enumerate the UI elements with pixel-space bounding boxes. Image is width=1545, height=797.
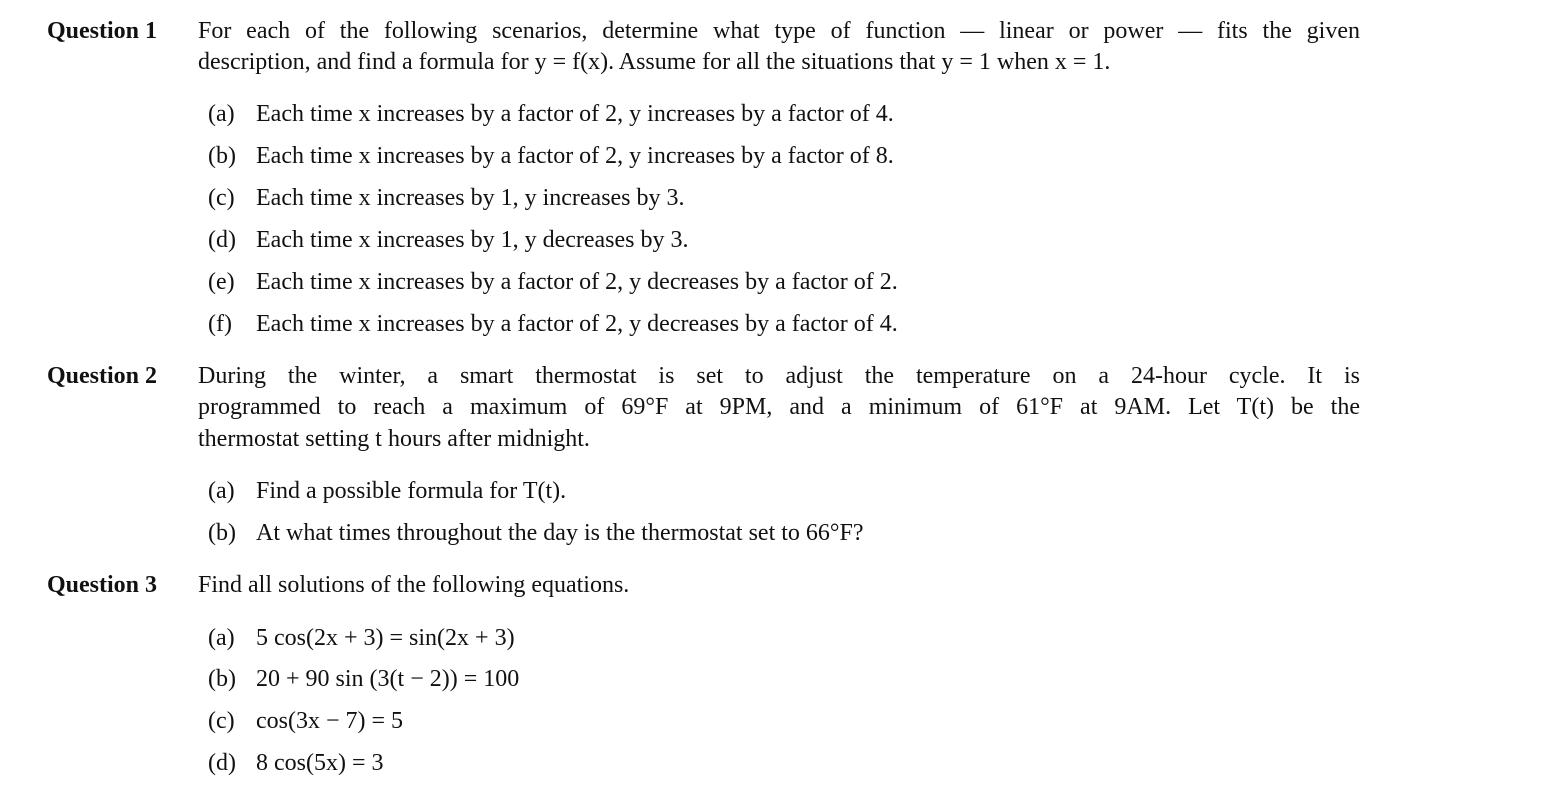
part-text: Each time x increases by a factor of 2, y decreases by a factor of 2. [256,269,898,295]
part-label: (d) [208,227,236,253]
part-text: Each time x increases by a factor of 2, y decreases by a factor of 4. [256,311,898,337]
question-1-label: Question 1 [47,18,158,44]
question-1-part-e [208,269,898,296]
part-text: At what times throughout the day is the thermostat set to 66°F? [256,520,864,546]
part-text: Each time x increases by 1, y decreases by 3. [256,227,689,253]
question-2-part-a [208,478,566,505]
question-3-label: Question 3 [47,572,158,598]
question-1-text-line-2: description, and find a formula for y = f(x). Assume for all the situations that y = 1 when x = 1. [198,49,1111,75]
part-label: (c) [208,185,235,211]
part-label: (b) [208,143,236,169]
question-3-part-d [208,750,384,777]
part-equation: 20 + 90 sin (3(t − 2)) = 100 [256,666,520,692]
part-label: (a) [208,625,235,651]
part-equation: 8 cos(5x) = 3 [256,750,384,776]
part-text: Each time x increases by 1, y increases by 3. [256,185,685,211]
question-2-label: Question 2 [47,363,158,389]
part-label: (d) [208,750,236,776]
question-2-text-line-2: programmed to reach a maximum of 69°F at 9PM, and a minimum of 61°F at 9AM. Let T(t) be the [198,394,1360,420]
question-2-text-line-3: thermostat setting t hours after midnight. [198,426,590,452]
part-label: (b) [208,666,236,692]
part-label: (e) [208,269,235,295]
question-1-part-a [208,101,894,128]
question-2-text-line-1: During the winter, a smart thermostat is set to adjust the temperature on a 24-hour cycle. It is [198,363,1360,389]
question-1-part-c [208,185,685,212]
question-3-part-b [208,666,519,693]
question-1-part-f [208,311,898,338]
question-3-text-line-1: Find all solutions of the following equations. [198,572,630,598]
question-1-part-b [208,143,894,170]
question-2-part-b [208,520,864,547]
part-text: Find a possible formula for T(t). [256,478,567,504]
part-label: (b) [208,520,236,546]
part-label: (f) [208,311,232,337]
part-label: (c) [208,708,235,734]
question-3-part-c [208,708,403,735]
question-3-part-a [208,625,515,652]
part-equation: 5 cos(2x + 3) = sin(2x + 3) [256,625,515,651]
part-text: Each time x increases by a factor of 2, y increases by a factor of 4. [256,101,894,127]
part-label: (a) [208,101,235,127]
question-1-text-line-1: For each of the following scenarios, determine what type of function — linear or power — fits the given [198,18,1360,44]
part-text: Each time x increases by a factor of 2, y increases by a factor of 8. [256,143,894,169]
question-1-part-d [208,227,689,254]
part-label: (a) [208,478,235,504]
part-equation: cos(3x − 7) = 5 [256,708,404,734]
